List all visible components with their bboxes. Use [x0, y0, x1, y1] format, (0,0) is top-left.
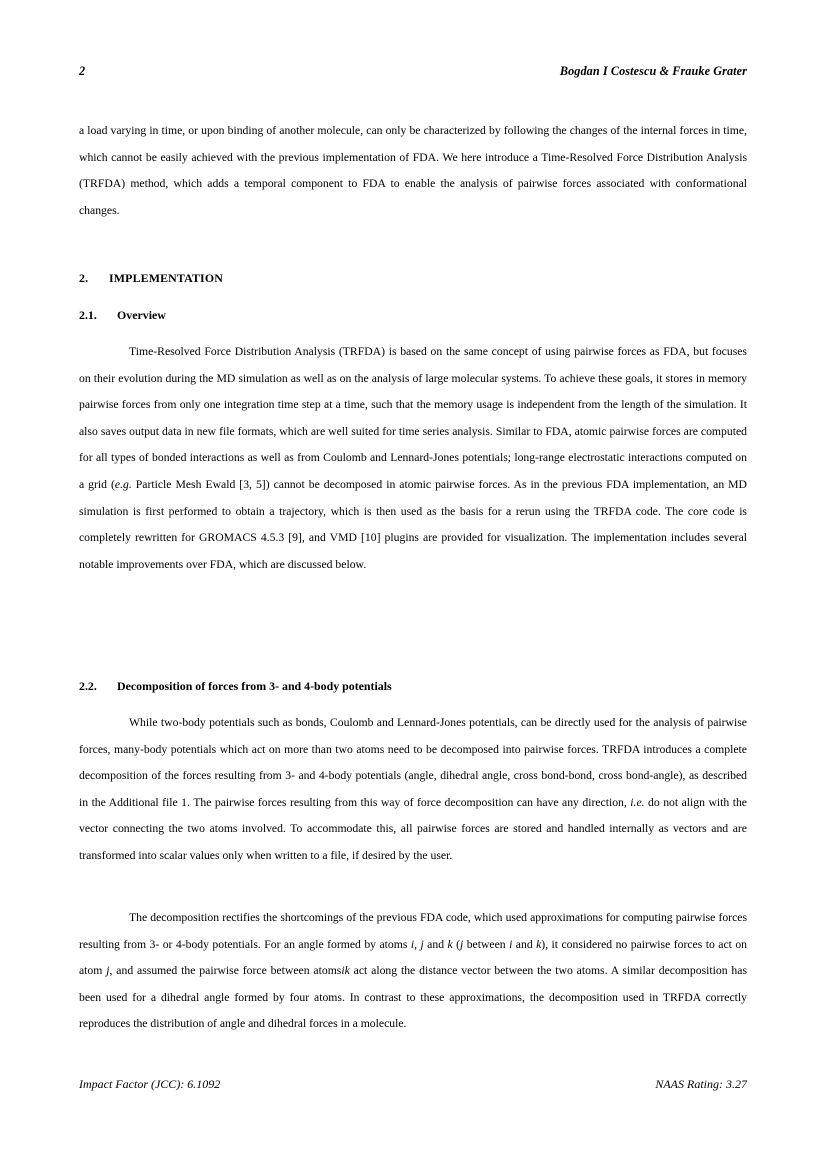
section-heading-2-1	[79, 305, 747, 325]
section-2-2-number: 2.2.	[79, 679, 97, 693]
overview-paragraph	[79, 339, 747, 578]
math-var-ik: ik	[341, 964, 350, 978]
section-2-1-title: Overview	[117, 308, 166, 322]
math-var-j: j	[420, 937, 424, 951]
decomp-text-part-2: do not align with the vector connecting the two atoms involved. To accommodate this, all pairwise forces are stored and handled internally as vectors and are transformed into scalar values only when written to a file, if desired by the user.	[79, 795, 747, 862]
overview-text-part-2: Particle Mesh Ewald [3, 5]) cannot be decomposed in atomic pairwise forces. As in the previous FDA implementation, an MD simulation is first performed to obtain a trajectory, which is then used as the basis for a rerun using the TRFDA code. The core code is completely rewritten for GROMACS 4.5.3 [9], and VMD [10] plugins are provided for visualization. The implementation includes several notable improvements over FDA, which are discussed below.	[79, 477, 747, 571]
rectify-text-part-3: and	[423, 937, 448, 951]
overview-text-part-1: Time-Resolved Force Distribution Analysis (TRFDA) is based on the same concept of using pairwise forces as FDA, but focuses on their evolution during the MD simulation as well as on the analysis of large molecular systems. To achieve these goals, it stores in memory pairwise forces from only one integration time step at a time, such that the memory usage is independent from the length of the simulation. It also saves output data in new file formats, which are well suited for time series analysis. Similar to FDA, atomic pairwise forces are computed for all types of bonded interactions as well as from Coulomb and Lennard-Jones potentials; long-range electrostatic interactions computed on a grid (	[79, 345, 747, 491]
math-var-i: i	[410, 937, 415, 951]
rectify-text-part-2: ,	[414, 937, 421, 951]
section-2-2-title: Decomposition of forces from 3- and 4-body potentials	[117, 679, 392, 693]
page-number: 2	[79, 64, 86, 78]
math-var-k: k	[447, 937, 453, 951]
rectify-text-part-1: The decomposition rectifies the shortcomings of the previous FDA code, which used approximations for computing pairwise forces resulting from 3- or 4-body potentials. For an angle formed by atoms	[79, 911, 747, 951]
math-var-k-2: k	[536, 937, 542, 951]
running-head-authors: Bogdan I Costescu & Frauke Grater	[559, 64, 747, 78]
rectification-paragraph-block	[79, 905, 747, 1038]
rectification-paragraph	[79, 905, 747, 1038]
decomp-italic-ie: i.e.	[630, 795, 645, 809]
section-2-number: 2.	[79, 271, 89, 285]
math-var-j-2: j	[460, 937, 464, 951]
rectify-text-part-6: and	[512, 937, 537, 951]
section-2-1-number: 2.1.	[79, 308, 97, 322]
rectify-text-part-5: between	[463, 937, 510, 951]
math-var-j-3: j	[106, 964, 110, 978]
section-2-title: IMPLEMENTATION	[109, 271, 223, 285]
section-heading-2	[79, 268, 747, 288]
rectify-text-part-8: , and assumed the pairwise force between atoms	[109, 964, 342, 978]
decomposition-paragraph-block	[79, 710, 747, 870]
running-head	[79, 64, 747, 79]
rectify-text-part-4: (	[452, 937, 461, 951]
overview-italic-eg: e.g.	[114, 477, 132, 491]
decomposition-paragraph	[79, 710, 747, 870]
footer-impact-factor: Impact Factor (JCC): 6.1092	[79, 1077, 221, 1091]
footer-naas-rating: NAAS Rating: 3.27	[655, 1077, 747, 1091]
math-var-i-2: i	[509, 937, 513, 951]
rectify-text-part-7: ), it considered no pairwise forces to act on atom	[79, 937, 748, 978]
page-footer	[79, 1077, 747, 1092]
section-heading-2-2	[79, 676, 747, 696]
rectify-text-part-9: act along the distance vector between the two atoms. A similar decomposition has been used for a dihedral angle formed by four atoms. In contrast to these approximations, the decomposition used in TRFDA correctly reproduces the distribution of angle and dihedral forces in a molecule.	[79, 964, 747, 1031]
overview-paragraph-block	[79, 339, 747, 578]
intro-paragraph: a load varying in time, or upon binding of another molecule, can only be characterized by following the changes of the internal forces in time, which cannot be easily achieved with the previous implementation of FDA. We here introduce a Time-Resolved Force Distribution Analysis (TRFDA) method, which adds a temporal component to FDA to enable the analysis of pairwise forces associated with conformational changes.	[79, 124, 747, 217]
decomp-text-part-1: While two-body potentials such as bonds, Coulomb and Lennard-Jones potentials, can be directly used for the analysis of pairwise forces, many-body potentials which act on more than two atoms need to be decomposed into pairwise forces. TRFDA introduces a complete decomposition of the forces resulting from 3- and 4-body potentials (angle, dihedral angle, cross bond-bond, cross bond-angle), as described in the Additional file 1. The pairwise forces resulting from this way of force decomposition can have any direction,	[79, 716, 747, 809]
intro-paragraph-block	[79, 118, 747, 224]
